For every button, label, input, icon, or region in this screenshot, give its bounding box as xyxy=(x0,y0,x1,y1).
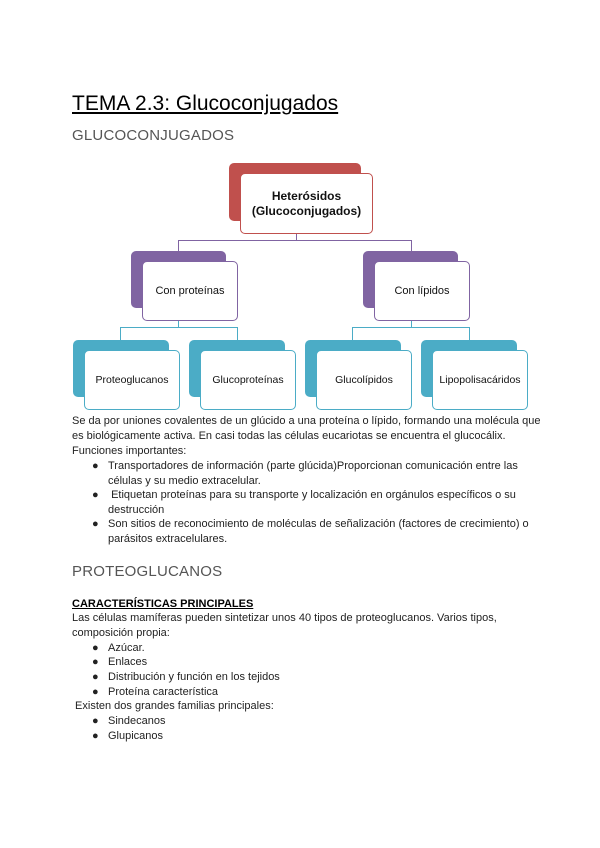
connector-line xyxy=(178,240,412,241)
connector-line xyxy=(120,327,238,328)
bullet-icon: ● xyxy=(92,686,99,698)
list-item-text: Etiquetan proteínas para su transporte y localización en orgánulos específicos o su destrucción xyxy=(108,489,519,516)
subheading-caracteristicas: CARACTERÍSTICAS PRINCIPALES xyxy=(72,598,254,610)
connector-line xyxy=(178,240,179,251)
root-node-heterosidos: Heterósidos (Glucoconjugados) xyxy=(240,173,373,234)
connector-line xyxy=(352,327,470,328)
connector-line xyxy=(237,327,238,340)
bullet-icon: ● xyxy=(92,715,99,727)
connector-line xyxy=(352,327,353,340)
families-intro: Existen dos grandes familias principales: xyxy=(72,700,274,712)
intro-paragraph: Se da por uniones covalentes de un glúcido a una proteína o lípido, formando una molécula que es biológicamente activa. En casi todas las células eucariotas se encuentra el glucocálix. Funciones importantes: xyxy=(72,415,541,457)
list-item-text: Glupicanos xyxy=(108,730,164,742)
leaf-node-lipopolisacaridos: Lipopolisacáridos xyxy=(432,350,528,410)
list-item-text: Distribución y función en los tejidos xyxy=(108,671,280,683)
bullet-icon: ● xyxy=(92,671,99,683)
paragraph-proteoglucanos: Las células mamíferas pueden sintetizar unos 40 tipos de proteoglucanos. Varios tipos, composición propia: xyxy=(72,612,497,639)
list-item-text: Azúcar. xyxy=(108,642,145,654)
bullet-icon: ● xyxy=(92,642,99,654)
section-heading-proteoglucanos: PROTEOGLUCANOS xyxy=(72,563,223,580)
bullet-icon: ● xyxy=(92,518,99,530)
leaf-node-glucoproteinas: Glucoproteínas xyxy=(200,350,296,410)
connector-line xyxy=(411,240,412,251)
bullet-icon: ● xyxy=(92,489,99,501)
connector-line xyxy=(120,327,121,340)
list-item-text: Transportadores de información (parte glúcida)Proporcionan comunicación entre las células y su medio extracelular. xyxy=(108,460,518,487)
bullet-icon: ● xyxy=(92,656,99,668)
connector-line xyxy=(469,327,470,340)
list-item-text: Enlaces xyxy=(108,656,148,668)
leaf-node-proteoglucanos: Proteoglucanos xyxy=(84,350,180,410)
leaf-node-glucolipidos: Glucolípidos xyxy=(316,350,412,410)
mid-node-con-proteinas: Con proteínas xyxy=(142,261,238,321)
page-title: TEMA 2.3: Glucoconjugados xyxy=(72,92,339,115)
bullet-icon: ● xyxy=(92,730,99,742)
bullet-icon: ● xyxy=(92,460,99,472)
list-item-text: Sindecanos xyxy=(108,715,166,727)
list-item-text: Son sitios de reconocimiento de moléculas de señalización (factores de crecimiento) o parásitos extracelulares. xyxy=(108,518,529,545)
section-heading-glucoconjugados: GLUCOCONJUGADOS xyxy=(72,127,235,144)
list-item-text: Proteína característica xyxy=(108,686,219,698)
mid-node-con-lipidos: Con lípidos xyxy=(374,261,470,321)
